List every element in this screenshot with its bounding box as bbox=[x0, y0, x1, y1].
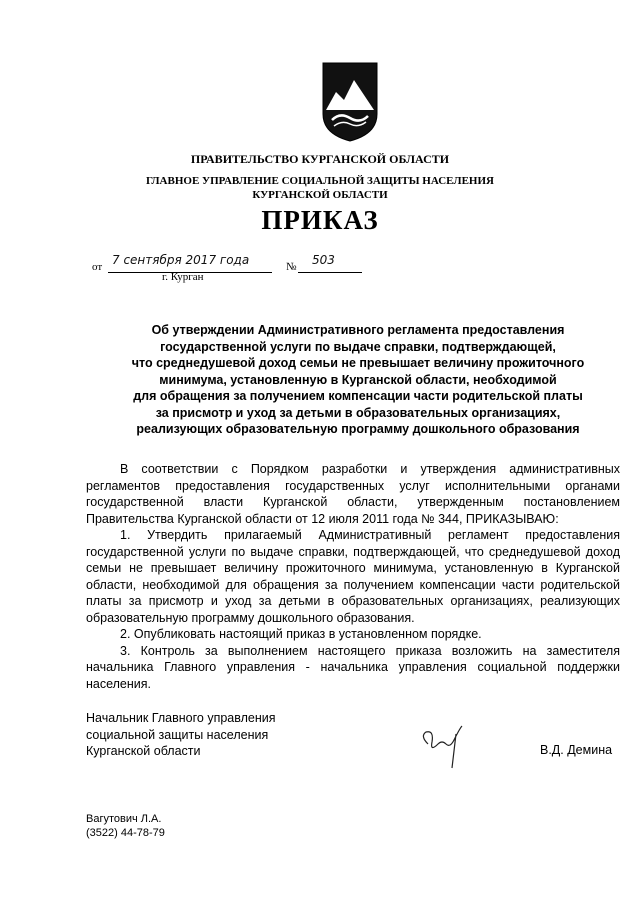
department-name-line1: ГЛАВНОЕ УПРАВЛЕНИЕ СОЦИАЛЬНОЙ ЗАЩИТЫ НАСЕЛЕНИЯ bbox=[146, 175, 494, 187]
signatory-position bbox=[86, 710, 276, 760]
document-title: ПРИКАЗ bbox=[261, 205, 379, 235]
order-item-2: 2. Опубликовать настоящий приказ в установленном порядке. bbox=[120, 627, 482, 641]
executor-name: Вагутович Л.А. bbox=[86, 813, 162, 825]
subject-line: для обращения за получением компенсации части родительской платы bbox=[133, 389, 583, 403]
department-name-line2: КУРГАНСКОЙ ОБЛАСТИ bbox=[252, 189, 388, 201]
order-body bbox=[86, 461, 620, 692]
signatory-position-line2: социальной защиты населения bbox=[86, 727, 269, 742]
handwritten-date: 7 сентября 2017 года bbox=[112, 253, 250, 267]
subject-line: реализующих образовательную программу дошкольного образования bbox=[136, 422, 580, 436]
preamble-paragraph: В соответствии с Порядком разработки и утверждения административных регламентов предоставления государственных услуг исполнительными органами государственной власти Курганской области, утвержденным постановлением Правительства Курганской области от 12 июля 2011 года № 344, ПРИКАЗЫВАЮ: bbox=[86, 462, 620, 526]
executor-phone: (3522) 44-78-79 bbox=[86, 827, 165, 839]
signatory-name: В.Д. Демина bbox=[540, 743, 613, 757]
signatory-position-line3: Курганской области bbox=[86, 744, 201, 758]
subject-line: государственной услуги по выдаче справки, подтверждающей, bbox=[160, 339, 556, 354]
subject-line: за присмотр и уход за детьми в образовательных организациях, bbox=[155, 405, 561, 420]
subject-line: Об утверждении Административного регламента предоставления bbox=[151, 323, 565, 337]
date-number-line bbox=[92, 253, 392, 273]
order-subject bbox=[118, 322, 598, 438]
government-name: ПРАВИТЕЛЬСТВО КУРГАНСКОЙ ОБЛАСТИ bbox=[190, 152, 450, 166]
subject-line: что среднедушевой доход семьи не превышает величину прожиточного bbox=[131, 356, 585, 370]
order-item-1: 1. Утвердить прилагаемый Административный регламент предоставления государственной услуги по выдаче справки, подтверждающей, что среднедушевой доход семьи не превышает величину прожиточного минимума, установленную в Курганской области, необходимой для обращения за получением компенсации части родительской платы за присмотр и уход за детьми в образовательных организациях, реализующих образовательную программу дошкольного образования. bbox=[86, 528, 620, 625]
date-from-label: от bbox=[92, 261, 103, 273]
coat-of-arms-emblem bbox=[322, 62, 378, 142]
city-label: г. Курган bbox=[162, 271, 204, 283]
handwritten-number: 503 bbox=[312, 253, 335, 267]
number-underline bbox=[298, 272, 362, 273]
number-label: № bbox=[286, 261, 297, 273]
order-item-3: 3. Контроль за выполнением настоящего приказа возложить на заместителя начальника Главного управления - начальника управления социальной поддержки населения. bbox=[86, 643, 620, 691]
subject-line: минимума, установленную в Курганской области, необходимой bbox=[159, 372, 557, 387]
signatory-position-line1: Начальник Главного управления bbox=[86, 711, 276, 725]
executor-info bbox=[86, 812, 165, 840]
department-name bbox=[0, 174, 640, 202]
handwritten-signature bbox=[412, 722, 472, 772]
